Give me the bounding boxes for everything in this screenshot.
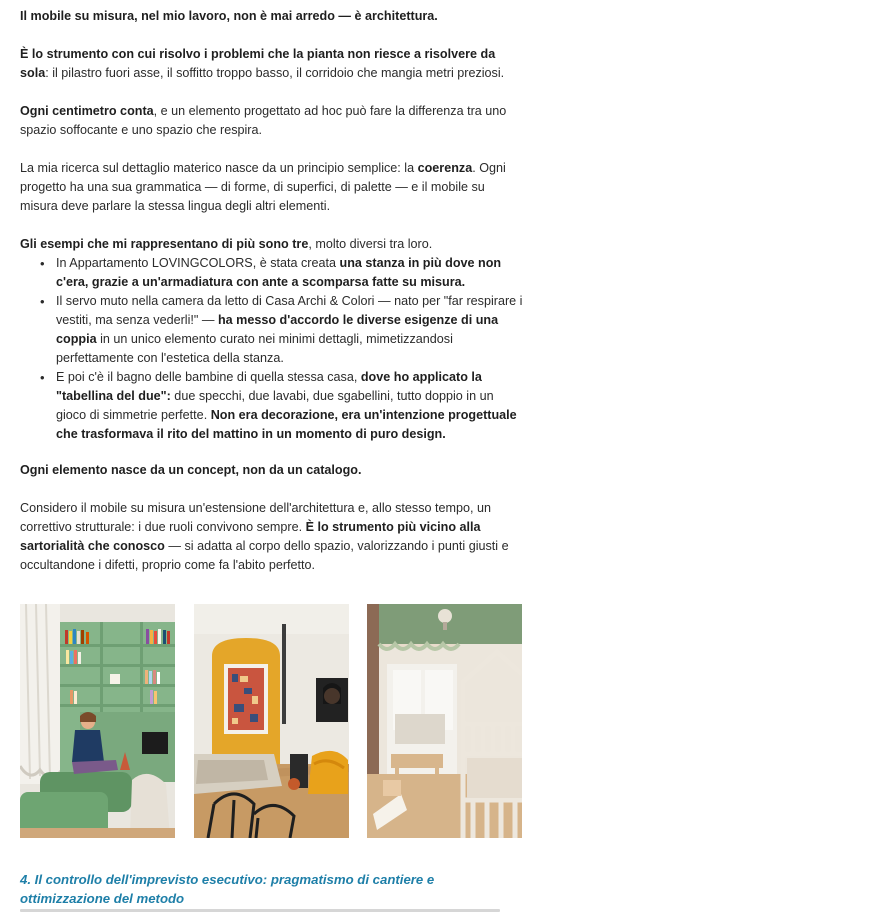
- photo-green-bookshelf-room[interactable]: [20, 604, 175, 838]
- list-item: • Il servo muto nella camera da letto di Casa Archi & Colori — nato per "far respirare i vestiti, ma senza vederli!" — ha messo d'accordo le diverse esigenze di una coppia in un unico elemento curato nei minimi dettagli, mimetizzandosi perfettamente con l'estetica della stanza.: [56, 292, 525, 368]
- section-heading: 4. Il controllo dell'imprevisto esecutivo: pragmatismo di cantiere e ottimizzazione del metodo: [20, 872, 435, 906]
- list-item: • In Appartamento LOVINGCOLORS, è stata creata una stanza in più dove non c'era, grazie a un'armadiatura con ante a scomparsa fatte su misura.: [56, 254, 525, 292]
- paragraph-tailoring: Considero il mobile su misura un'estensione dell'architettura e, allo stesso tempo, un correttivo strutturale: i due ruoli convivono sempre. È lo strumento più vicino alla sartorialità che conosco — si adatta al corpo dello spazio, valorizzando i punti giusti e occultandone i difetti, proprio come fa l'abito perfetto.: [20, 501, 509, 572]
- paragraph-intro: Il mobile su misura, nel mio lavoro, non è mai arredo — è architettura.: [20, 9, 438, 23]
- photo-kids-bunk-room[interactable]: [367, 604, 522, 838]
- next-paragraph-clipped: [20, 906, 500, 912]
- examples-list: [20, 254, 525, 444]
- paragraph-concept: Ogni elemento nasce da un concept, non da un catalogo.: [20, 463, 362, 477]
- list-item: • E poi c'è il bagno delle bambine di quella stessa casa, dove ho applicato la "tabellina del due": due specchi, due lavabi, due sgabellini, tutto doppio in un gioco di simmetrie perfette. Non era decorazione, era un'intenzione progettuale che trasformava il rito del mattino in un momento di puro design.: [56, 368, 525, 444]
- photo-gallery: [20, 604, 525, 838]
- photo-yellow-arch-living[interactable]: [194, 604, 349, 838]
- paragraph-examples-intro: Gli esempi che mi rappresentano di più sono tre, molto diversi tra loro.: [20, 237, 433, 251]
- paragraph-problem-solving: È lo strumento con cui risolvo i problemi che la pianta non riesce a risolvere da sola: il pilastro fuori asse, il soffitto troppo basso, il corridoio che mangia metri preziosi.: [20, 47, 505, 80]
- paragraph-every-centimeter: Ogni centimetro conta, e un elemento progettato ad hoc può fare la differenza tra uno spazio soffocante e uno spazio che respira.: [20, 104, 507, 137]
- paragraph-coherence: La mia ricerca sul dettaglio materico nasce da un principio semplice: la coerenza. Ogni progetto ha una sua grammatica — di forme, di superfici, di palette — e il mobile su misura deve parlare la stessa lingua degli altri elementi.: [20, 161, 506, 213]
